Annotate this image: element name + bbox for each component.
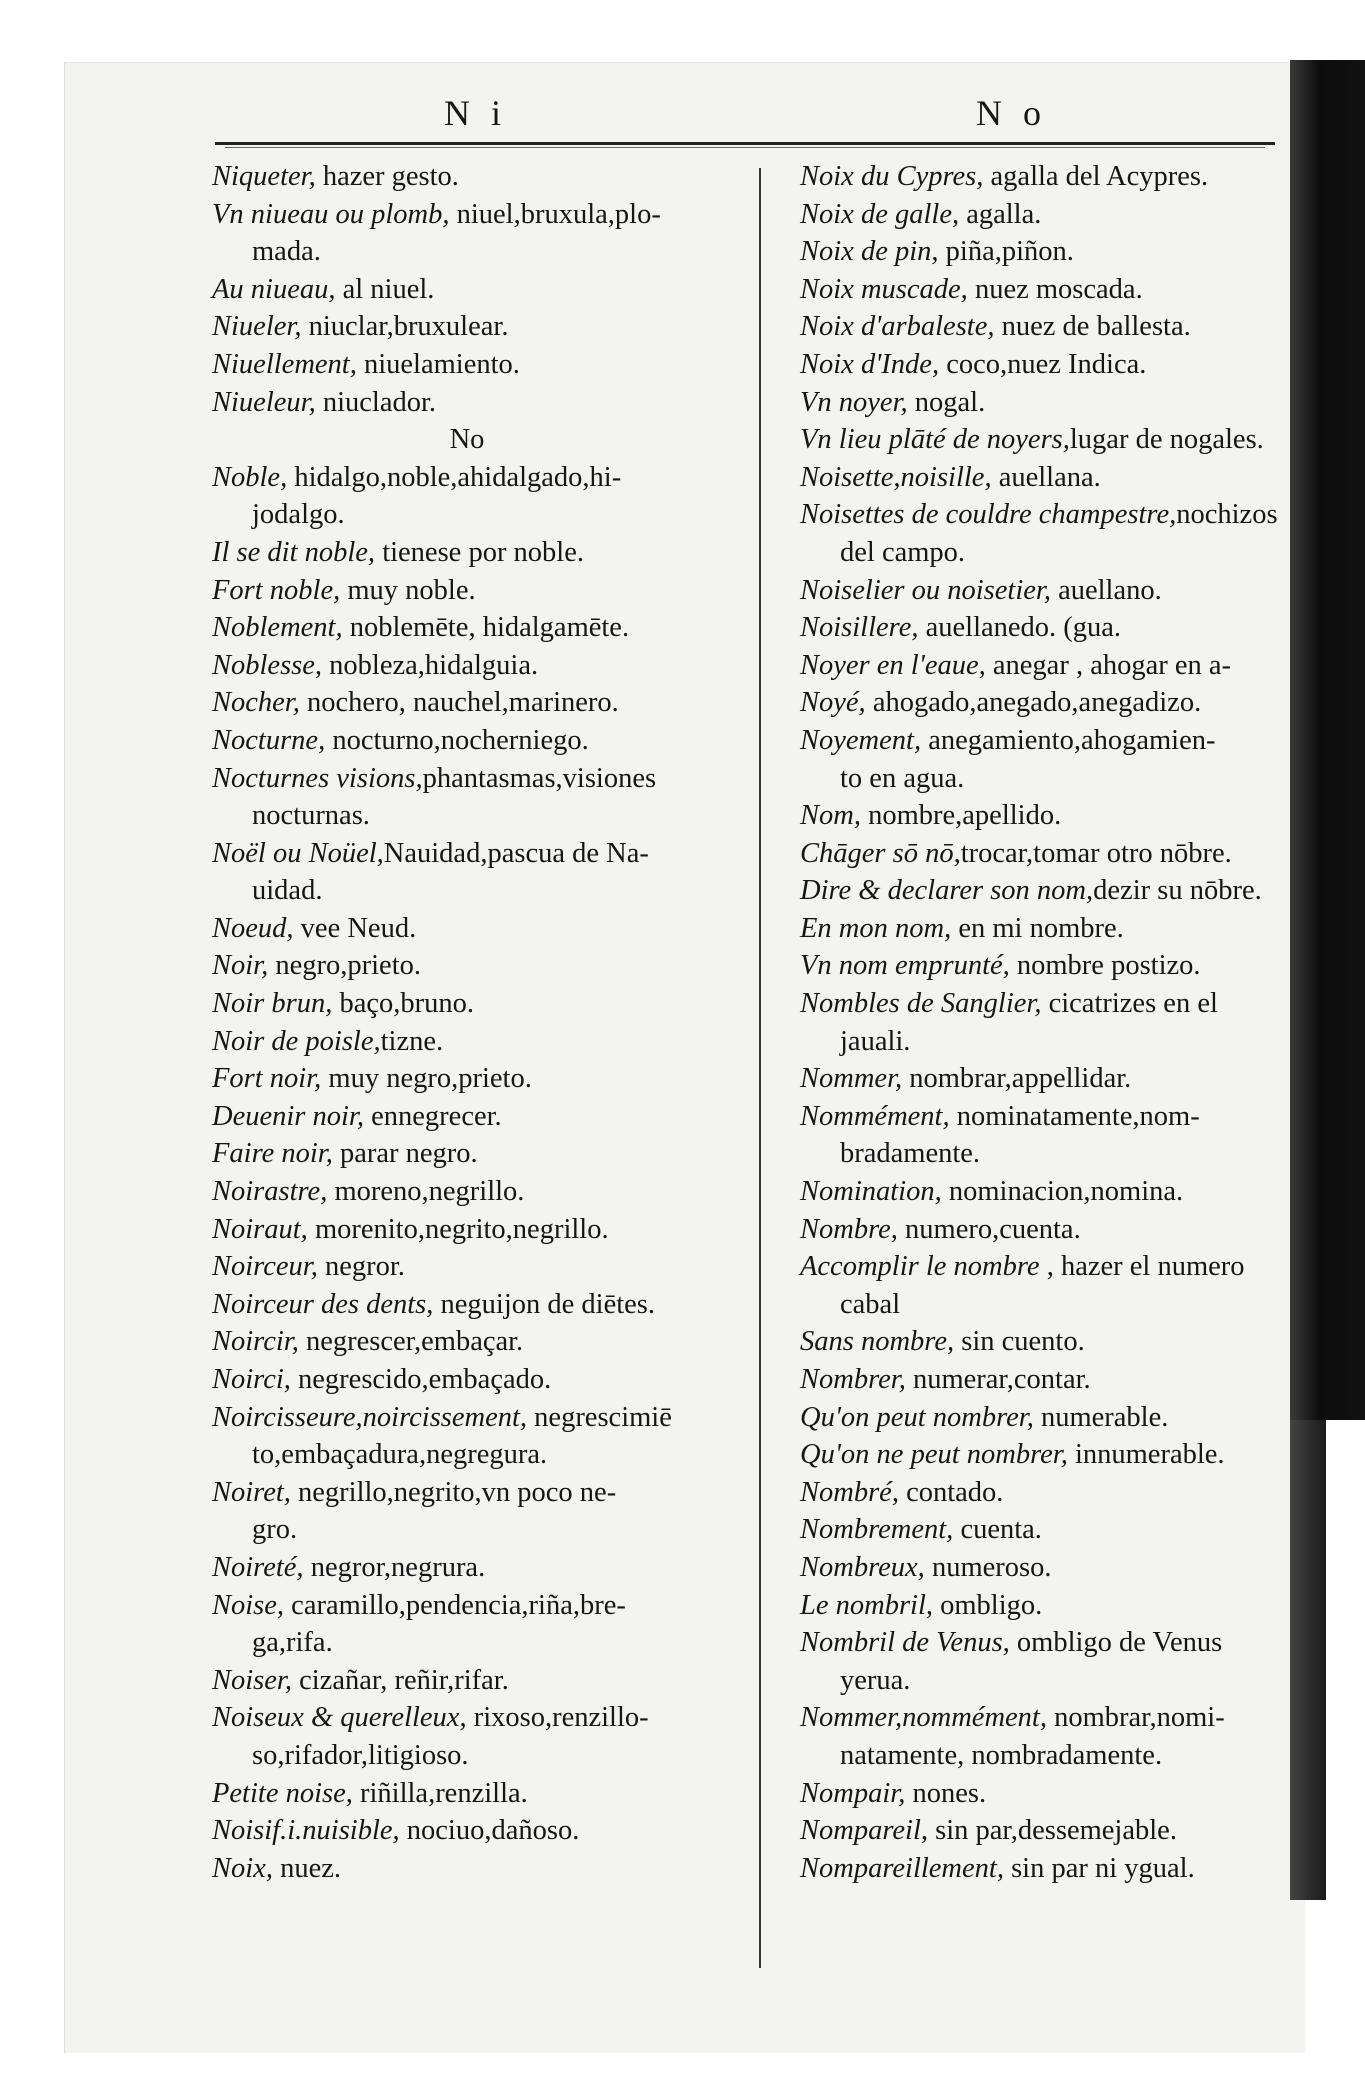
- headword: Nompair,: [800, 1777, 906, 1809]
- translation: auellano.: [1050, 574, 1162, 606]
- headword: Noyer en l'eaue,: [800, 649, 986, 681]
- headword: Nombrement,: [800, 1514, 954, 1546]
- dictionary-entry: [800, 1549, 1278, 1587]
- translation: parar negro.: [332, 1138, 478, 1170]
- translation: so,rifador,litigioso.: [252, 1739, 469, 1771]
- translation: rixoso,renzillo-: [466, 1702, 649, 1734]
- translation: nombrar,nomi-: [1046, 1702, 1225, 1734]
- translation: piña,piñon.: [938, 236, 1074, 268]
- dictionary-entry: [800, 1361, 1278, 1399]
- headword: En mon nom,: [800, 912, 952, 944]
- column-divider: [759, 168, 761, 1968]
- dictionary-entry: [212, 872, 742, 910]
- dictionary-entry: [212, 684, 742, 722]
- dictionary-entry: [212, 1399, 742, 1437]
- translation: nombre postizo.: [1009, 950, 1201, 982]
- headword: Noisettes de couldre champestre,: [800, 499, 1177, 531]
- headword: Noir,: [212, 950, 269, 982]
- headword: Noyé,: [800, 687, 866, 719]
- headword: Noirci,: [212, 1364, 291, 1395]
- headword: Vn noyer,: [800, 386, 908, 418]
- translation: nocturnas.: [252, 800, 370, 832]
- translation: natamente, nombradamente.: [840, 1739, 1163, 1771]
- translation: ga,rifa.: [252, 1627, 333, 1659]
- headword: Noise,: [212, 1589, 285, 1621]
- headword: Petite noise,: [212, 1777, 353, 1809]
- dictionary-entry: [800, 1775, 1278, 1813]
- translation: negrescer,embaçar.: [298, 1326, 524, 1358]
- translation: cicatrizes en el: [1041, 988, 1218, 1020]
- dictionary-entry: [212, 1850, 742, 1888]
- dictionary-entry: [212, 1624, 742, 1662]
- headword: Noyement,: [800, 724, 922, 756]
- headword: Nommément,: [800, 1100, 950, 1132]
- headword: Noir de poisle,: [212, 1025, 381, 1057]
- dictionary-entry: [212, 534, 742, 572]
- translation: riñilla,renzilla.: [352, 1777, 528, 1809]
- translation: auellanedo. (gua.: [918, 612, 1122, 644]
- translation: numerable.: [1033, 1401, 1169, 1433]
- dictionary-entry: [800, 233, 1278, 271]
- headword: Sans nombre,: [800, 1326, 955, 1358]
- headword: Deuenir noir,: [212, 1100, 364, 1132]
- translation: , hazer el numero: [1039, 1251, 1245, 1283]
- translation: jauali.: [840, 1025, 911, 1057]
- headword: Nommer,nommément,: [800, 1702, 1047, 1734]
- dictionary-entry: [212, 1699, 742, 1737]
- dictionary-entry: [800, 1135, 1278, 1173]
- translation: gro.: [252, 1514, 298, 1546]
- translation: innumerable.: [1067, 1439, 1225, 1471]
- right-column: [800, 158, 1278, 1887]
- dictionary-entry: [212, 760, 742, 798]
- dictionary-entry: [800, 1436, 1278, 1474]
- dictionary-entry: [800, 1098, 1278, 1136]
- headword: Noisette,noisille,: [800, 461, 992, 493]
- dictionary-entry: [212, 271, 742, 309]
- headword: Noix de galle,: [800, 198, 960, 230]
- headword: Chāger sō nō,: [800, 837, 961, 869]
- headword: Noix de pin,: [800, 236, 939, 268]
- translation: en mi nombre.: [951, 912, 1124, 944]
- translation: niuclador.: [315, 386, 437, 418]
- running-head-left: N i: [444, 93, 507, 133]
- dictionary-entry: [800, 872, 1278, 910]
- headword: Noisillere,: [800, 612, 919, 644]
- running-head-right: N o: [976, 93, 1047, 133]
- headword: Nombré,: [800, 1476, 899, 1508]
- dictionary-entry: [800, 985, 1278, 1023]
- translation: nombrar,appellidar.: [902, 1063, 1132, 1095]
- dictionary-entry: [800, 797, 1278, 835]
- headword: Qu'on peut nombrer,: [800, 1401, 1034, 1433]
- translation: negrescido,embaçado.: [290, 1364, 552, 1395]
- translation: phantasmas,visiones: [422, 762, 657, 794]
- dictionary-entry: [800, 760, 1278, 798]
- headword: Noirceur des dents,: [212, 1288, 434, 1320]
- headword: Noble,: [212, 461, 288, 493]
- translation: Nauidad,pascua de Na-: [383, 837, 649, 869]
- dictionary-entry: [212, 308, 742, 346]
- headword: Niuellement,: [212, 348, 357, 380]
- headword: Noblement,: [212, 612, 343, 644]
- dictionary-entry: [212, 572, 742, 610]
- dictionary-entry: [800, 1173, 1278, 1211]
- translation: jodalgo.: [252, 499, 345, 531]
- headword: Nombrer,: [800, 1364, 906, 1395]
- dictionary-entry: [212, 1211, 742, 1249]
- dictionary-entry: [800, 1699, 1278, 1737]
- translation: negror.: [317, 1251, 405, 1283]
- headword: Noirceur,: [212, 1251, 318, 1283]
- dictionary-entry: [212, 1549, 742, 1587]
- dictionary-entry: [800, 572, 1278, 610]
- dictionary-entry: [800, 647, 1278, 685]
- dictionary-entry: [800, 1624, 1278, 1662]
- headword: Le nombril,: [800, 1589, 934, 1621]
- dictionary-entry: [212, 797, 742, 835]
- headword: Faire noir,: [212, 1138, 333, 1170]
- translation: niuelamiento.: [356, 348, 520, 380]
- book-spine-shadow: [1290, 60, 1365, 1420]
- translation: sin par ni ygual.: [1003, 1852, 1195, 1884]
- headword: Nomination,: [800, 1176, 942, 1208]
- dictionary-entry: [800, 1060, 1278, 1098]
- translation: sin par,dessemejable.: [928, 1815, 1177, 1847]
- dictionary-entry: [212, 647, 742, 685]
- dictionary-entry: [212, 1173, 742, 1211]
- dictionary-entry: [800, 158, 1278, 196]
- translation: nochizos: [1176, 499, 1278, 531]
- dictionary-entry: [212, 1023, 742, 1061]
- headword: Vn nom emprunté,: [800, 950, 1010, 982]
- dictionary-entry: [212, 346, 742, 384]
- translation: nocturno,nocherniego.: [325, 724, 589, 756]
- dictionary-entry: [212, 1286, 742, 1324]
- translation: numerar,contar.: [905, 1364, 1091, 1395]
- translation: al niuel.: [335, 273, 435, 305]
- dictionary-entry: [212, 1361, 742, 1399]
- translation: numero,cuenta.: [897, 1213, 1081, 1245]
- translation: dezir su nōbre.: [1093, 875, 1262, 907]
- headword: Noblesse,: [212, 649, 323, 681]
- headword: Il se dit noble,: [212, 536, 376, 568]
- translation: cuenta.: [953, 1514, 1042, 1546]
- translation: caramillo,pendencia,riña,bre-: [284, 1589, 626, 1621]
- headword: Nombril de Venus,: [800, 1627, 1010, 1659]
- dictionary-entry: [212, 1511, 742, 1549]
- headword: Nommer,: [800, 1063, 903, 1095]
- translation: muy negro,prieto.: [321, 1063, 532, 1095]
- dictionary-entry: [212, 985, 742, 1023]
- translation: negrescimiē: [527, 1401, 672, 1433]
- dictionary-entry: [800, 1323, 1278, 1361]
- headword: Noeud,: [212, 912, 294, 944]
- translation: noblemēte, hidalgamēte.: [342, 612, 630, 644]
- headword: Noiser,: [212, 1664, 292, 1696]
- dictionary-entry: [800, 1211, 1278, 1249]
- translation: nuez.: [272, 1852, 342, 1884]
- headword: Niueler,: [212, 311, 302, 343]
- headword: Noix d'arbaleste,: [800, 311, 995, 343]
- headword: Vn lieu plāté de noyers,: [800, 424, 1070, 456]
- headword: Noix muscade,: [800, 273, 968, 305]
- dictionary-entry: [212, 1323, 742, 1361]
- dictionary-entry: [800, 496, 1278, 534]
- translation: agalla.: [959, 198, 1042, 230]
- dictionary-entry: [212, 459, 742, 497]
- headword: Noirastre,: [212, 1176, 328, 1208]
- headword: Noircisseure,noircissement,: [212, 1401, 528, 1433]
- translation: moreno,negrillo.: [327, 1176, 525, 1208]
- headword: Niqueter,: [212, 161, 316, 192]
- dictionary-entry: [800, 346, 1278, 384]
- headword: Noiselier ou noisetier,: [800, 574, 1051, 606]
- headword: Niueleur,: [212, 386, 316, 418]
- dictionary-entry: [800, 1587, 1278, 1625]
- section-letter: No: [449, 424, 485, 456]
- dictionary-entry: [800, 459, 1278, 497]
- dictionary-entry: [800, 1511, 1278, 1549]
- headword: Fort noble,: [212, 574, 341, 606]
- dictionary-entry: [800, 534, 1278, 572]
- dictionary-entry: [212, 1812, 742, 1850]
- dictionary-entry: [800, 1737, 1278, 1775]
- headword: Noix d'Inde,: [800, 348, 940, 380]
- dictionary-entry: [212, 384, 742, 422]
- headword: Noiraut,: [212, 1213, 308, 1245]
- translation: nochero, nauchel,marinero.: [299, 687, 619, 719]
- dictionary-entry: [800, 1023, 1278, 1061]
- headword: Noël ou Noüel,: [212, 837, 384, 869]
- translation: numeroso.: [924, 1551, 1052, 1583]
- translation: cabal: [840, 1288, 901, 1320]
- dictionary-entry: [800, 1474, 1278, 1512]
- translation: vee Neud.: [293, 912, 417, 944]
- translation: contado.: [898, 1476, 1004, 1508]
- headword: Au niueau,: [212, 273, 336, 305]
- headword: Nombre,: [800, 1213, 898, 1245]
- dictionary-entry: [800, 1662, 1278, 1700]
- translation: negrillo,negrito,vn poco ne-: [290, 1476, 617, 1508]
- headword: Noisif.i.nuisible,: [212, 1815, 400, 1847]
- translation: nogal.: [907, 386, 986, 418]
- translation: tizne.: [380, 1025, 444, 1057]
- translation: to en agua.: [840, 762, 965, 794]
- translation: muy noble.: [340, 574, 476, 606]
- dictionary-entry: [212, 722, 742, 760]
- translation: nuez moscada.: [967, 273, 1143, 305]
- translation: niuclar,bruxulear.: [301, 311, 509, 343]
- dictionary-entry: [212, 1474, 742, 1512]
- dictionary-entry: [212, 196, 742, 234]
- translation: auellana.: [991, 461, 1101, 493]
- headword: Noiret,: [212, 1476, 291, 1508]
- section-heading: [212, 421, 742, 459]
- dictionary-entry: [212, 609, 742, 647]
- translation: trocar,tomar otro nōbre.: [960, 837, 1232, 869]
- header-rule-thin: [225, 147, 1265, 148]
- dictionary-entry: [800, 1286, 1278, 1324]
- headword: Noix,: [212, 1852, 273, 1884]
- dictionary-entry: [800, 722, 1278, 760]
- dictionary-entry: [212, 233, 742, 271]
- translation: ahogado,anegado,anegadizo.: [865, 687, 1202, 719]
- dictionary-entry: [212, 1737, 742, 1775]
- headword: Nocturnes visions,: [212, 762, 423, 794]
- translation: nobleza,hidalguia.: [322, 649, 539, 681]
- translation: cizañar, reñir,rifar.: [291, 1664, 509, 1696]
- dictionary-entry: [212, 496, 742, 534]
- dictionary-entry: [800, 271, 1278, 309]
- headword: Nompareillement,: [800, 1852, 1004, 1884]
- headword: Qu'on ne peut nombrer,: [800, 1439, 1068, 1471]
- headword: Nocher,: [212, 687, 300, 719]
- translation: to,embaçadura,negregura.: [252, 1439, 548, 1471]
- dictionary-entry: [212, 1587, 742, 1625]
- translation: nones.: [905, 1777, 987, 1809]
- dictionary-entry: [800, 308, 1278, 346]
- translation: tienese por noble.: [375, 536, 584, 568]
- translation: nociuo,dañoso.: [399, 1815, 580, 1847]
- headword: Nombles de Sanglier,: [800, 988, 1042, 1020]
- translation: mada.: [252, 236, 321, 268]
- headword: Fort noir,: [212, 1063, 322, 1095]
- translation: negror,negrura.: [303, 1551, 486, 1583]
- translation: hidalgo,noble,ahidalgado,hi-: [287, 461, 622, 493]
- dictionary-entry: [212, 1060, 742, 1098]
- dictionary-entry: [212, 1775, 742, 1813]
- header-rule: [215, 142, 1275, 145]
- headword: Nom,: [800, 800, 861, 832]
- translation: uidad.: [252, 875, 323, 907]
- translation: morenito,negrito,negrillo.: [307, 1213, 609, 1245]
- translation: bradamente.: [840, 1138, 981, 1170]
- dictionary-entry: [800, 1248, 1278, 1286]
- translation: sin cuento.: [954, 1326, 1085, 1358]
- headword: Vn niueau ou plomb,: [212, 198, 450, 230]
- dictionary-entry: [212, 158, 742, 196]
- translation: nuez de ballesta.: [994, 311, 1191, 343]
- translation: yerua.: [840, 1664, 911, 1696]
- dictionary-entry: [800, 609, 1278, 647]
- translation: ombligo.: [933, 1589, 1043, 1621]
- translation: hazer gesto.: [315, 161, 459, 192]
- translation: anegar , ahogar en a-: [985, 649, 1232, 681]
- dictionary-entry: [800, 910, 1278, 948]
- translation: del campo.: [840, 536, 966, 568]
- headword: Noix du Cypres,: [800, 161, 984, 192]
- translation: nominacion,nomina.: [941, 1176, 1184, 1208]
- translation: anegamiento,ahogamien-: [921, 724, 1216, 756]
- headword: Dire & declarer son nom,: [800, 875, 1094, 907]
- dictionary-entry: [800, 421, 1278, 459]
- headword: Accomplir le nombre: [800, 1251, 1040, 1283]
- dictionary-entry: [800, 1399, 1278, 1437]
- translation: ombligo de Venus: [1009, 1627, 1223, 1659]
- translation: neguijon de diētes.: [433, 1288, 656, 1320]
- dictionary-entry: [212, 910, 742, 948]
- headword: Nombreux,: [800, 1551, 925, 1583]
- translation: baço,bruno.: [332, 988, 475, 1020]
- dictionary-entry: [800, 196, 1278, 234]
- translation: ennegrecer.: [364, 1100, 502, 1132]
- dictionary-entry: [212, 1098, 742, 1136]
- translation: agalla del Acypres.: [983, 161, 1209, 192]
- translation: nominatamente,nom-: [949, 1100, 1200, 1132]
- headword: Noir brun,: [212, 988, 333, 1020]
- headword: Nompareil,: [800, 1815, 928, 1847]
- dictionary-entry: [212, 1662, 742, 1700]
- dictionary-entry: [800, 684, 1278, 722]
- translation: niuel,bruxula,plo-: [449, 198, 661, 230]
- translation: nombre,apellido.: [860, 800, 1062, 832]
- book-spine-shadow-lower: [1290, 1420, 1326, 1900]
- translation: lugar de nogales.: [1069, 424, 1264, 456]
- dictionary-entry: [800, 384, 1278, 422]
- left-column: [212, 158, 742, 1887]
- dictionary-entry: [800, 1812, 1278, 1850]
- dictionary-entry: [800, 835, 1278, 873]
- translation: negro,prieto.: [268, 950, 421, 982]
- dictionary-entry: [212, 1135, 742, 1173]
- headword: Noireté,: [212, 1551, 304, 1583]
- dictionary-entry: [212, 835, 742, 873]
- dictionary-entry: [800, 1850, 1278, 1888]
- dictionary-entry: [212, 1248, 742, 1286]
- dictionary-entry: [212, 947, 742, 985]
- translation: coco,nuez Indica.: [939, 348, 1147, 380]
- headword: Noiseux & querelleux,: [212, 1702, 467, 1734]
- headword: Noircir,: [212, 1326, 299, 1358]
- dictionary-entry: [212, 1436, 742, 1474]
- dictionary-entry: [800, 947, 1278, 985]
- headword: Nocturne,: [212, 724, 326, 756]
